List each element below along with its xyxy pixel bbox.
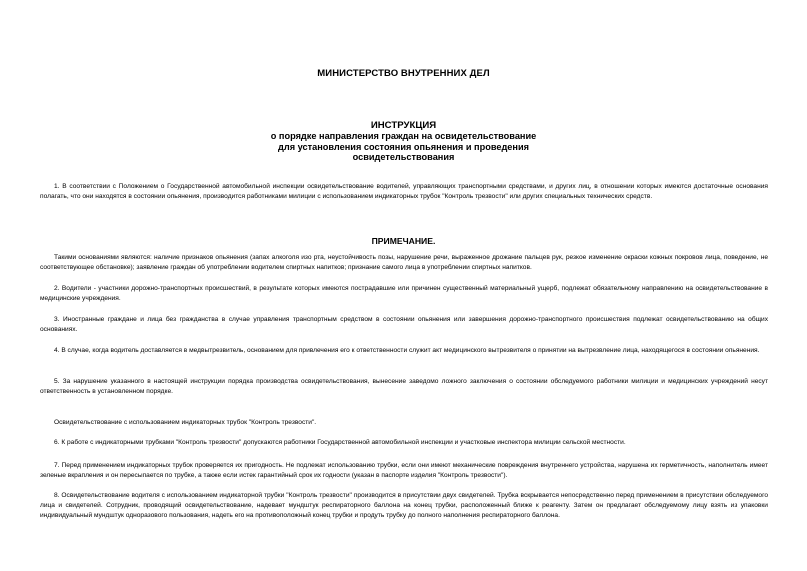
paragraph-8: 8. Освидетельствование водителя с использованием индикаторной трубки "Контроль трезвости" производится в присутствии двух свидетелей. Трубка вскрывается непосредственно перед применением в присутствии обследуемого лица и свидетелей. Сотрудник, проводящий освидетельствование, надевает мундштук респираторного баллона на конец трубки, расположенный ближе к реагенту. Затем он предлагает обследуемому лицу взять из упаковки индивидуальный мундштук одноразового пользования, надеть его на противоположный конец трубки и продуть трубку до полного наполнения респираторного баллона.	[40, 492, 768, 519]
paragraph-2: 2. Водители - участники дорожно-транспортных происшествий, в результате которых имеются пострадавшие или причинен существенный материальный ущерб, подлежат обязательному направлению на освидетельствование в медицинские учреждения.	[40, 285, 768, 302]
note-text: Такими основаниями являются: наличие признаков опьянения (запах алкоголя изо рта, неустойчивость позы, нарушение речи, выраженное дрожание пальцев рук, резкое изменение окраски кожных покровов лица, поведение, не соответствующее обстановке); заявление граждан об употреблении водителем спиртных напитков; признание самого лица в употреблении спиртных напитков.	[40, 254, 768, 271]
document-title	[0, 121, 807, 162]
title-line-2: для установления состояния опьянения и проведения	[278, 141, 529, 152]
paragraph-1: 1. В соответствии с Положением о Государственной автомобильной инспекции освидетельствование водителей, управляющих транспортными средствами, и других лиц, в отношении которых имеются достаточные основания полагать, что они находятся в состоянии опьянения, производится работниками милиции с использованием индикаторных трубок "Контроль трезвости" или других специальных технических средств.	[40, 183, 768, 200]
paragraph-7: 7. Перед применением индикаторных трубок проверяется их пригодность. Не подлежат использованию трубки, если они имеют механические повреждения внутреннего устройства, нарушена их герметичность, наполнитель имеет зеленые вкрапления и он пересыпается по трубке, а также если истек гарантийный срок их годности (указан в паспорте изделия "Контроль трезвости").	[40, 462, 768, 479]
ministry-heading: МИНИСТЕРСТВО ВНУТРЕННИХ ДЕЛ	[317, 68, 490, 79]
title-line-3: освидетельствования	[352, 151, 455, 162]
paragraph-6: 6. К работе с индикаторными трубками "Контроль трезвости" допускаются работники Государственной автомобильной инспекции и участковые инспектора милиции сельской местности.	[54, 439, 626, 446]
title-line-1: о порядке направления граждан на освидетельствование	[270, 131, 537, 142]
paragraph-5: 5. За нарушение указанного в настоящей инструкции порядка производства освидетельствования, вынесение заведомо ложного заключения о состоянии обследуемого работники милиции и медицинских учреждений несут ответственность в установленном порядке.	[40, 378, 768, 395]
paragraph-3: 3. Иностранные граждане и лица без гражданства в случае управления транспортным средством в состоянии опьянения или завершения дорожно-транспортного происшествия подлежат освидетельствованию на общих основаниях.	[40, 316, 768, 333]
title-main: ИНСТРУКЦИЯ	[370, 120, 437, 131]
paragraph-4: 4. В случае, когда водитель доставляется в медвытрезвитель, основанием для привлечения его к ответственности служит акт медицинского вытрезвителя о принятии на вытрезвление лица, находящегося в состоянии опьянения.	[54, 347, 760, 354]
section-heading: Освидетельствование с использованием индикаторных трубок "Контроль трезвости".	[54, 419, 317, 426]
note-heading: ПРИМЕЧАНИЕ.	[371, 236, 436, 246]
